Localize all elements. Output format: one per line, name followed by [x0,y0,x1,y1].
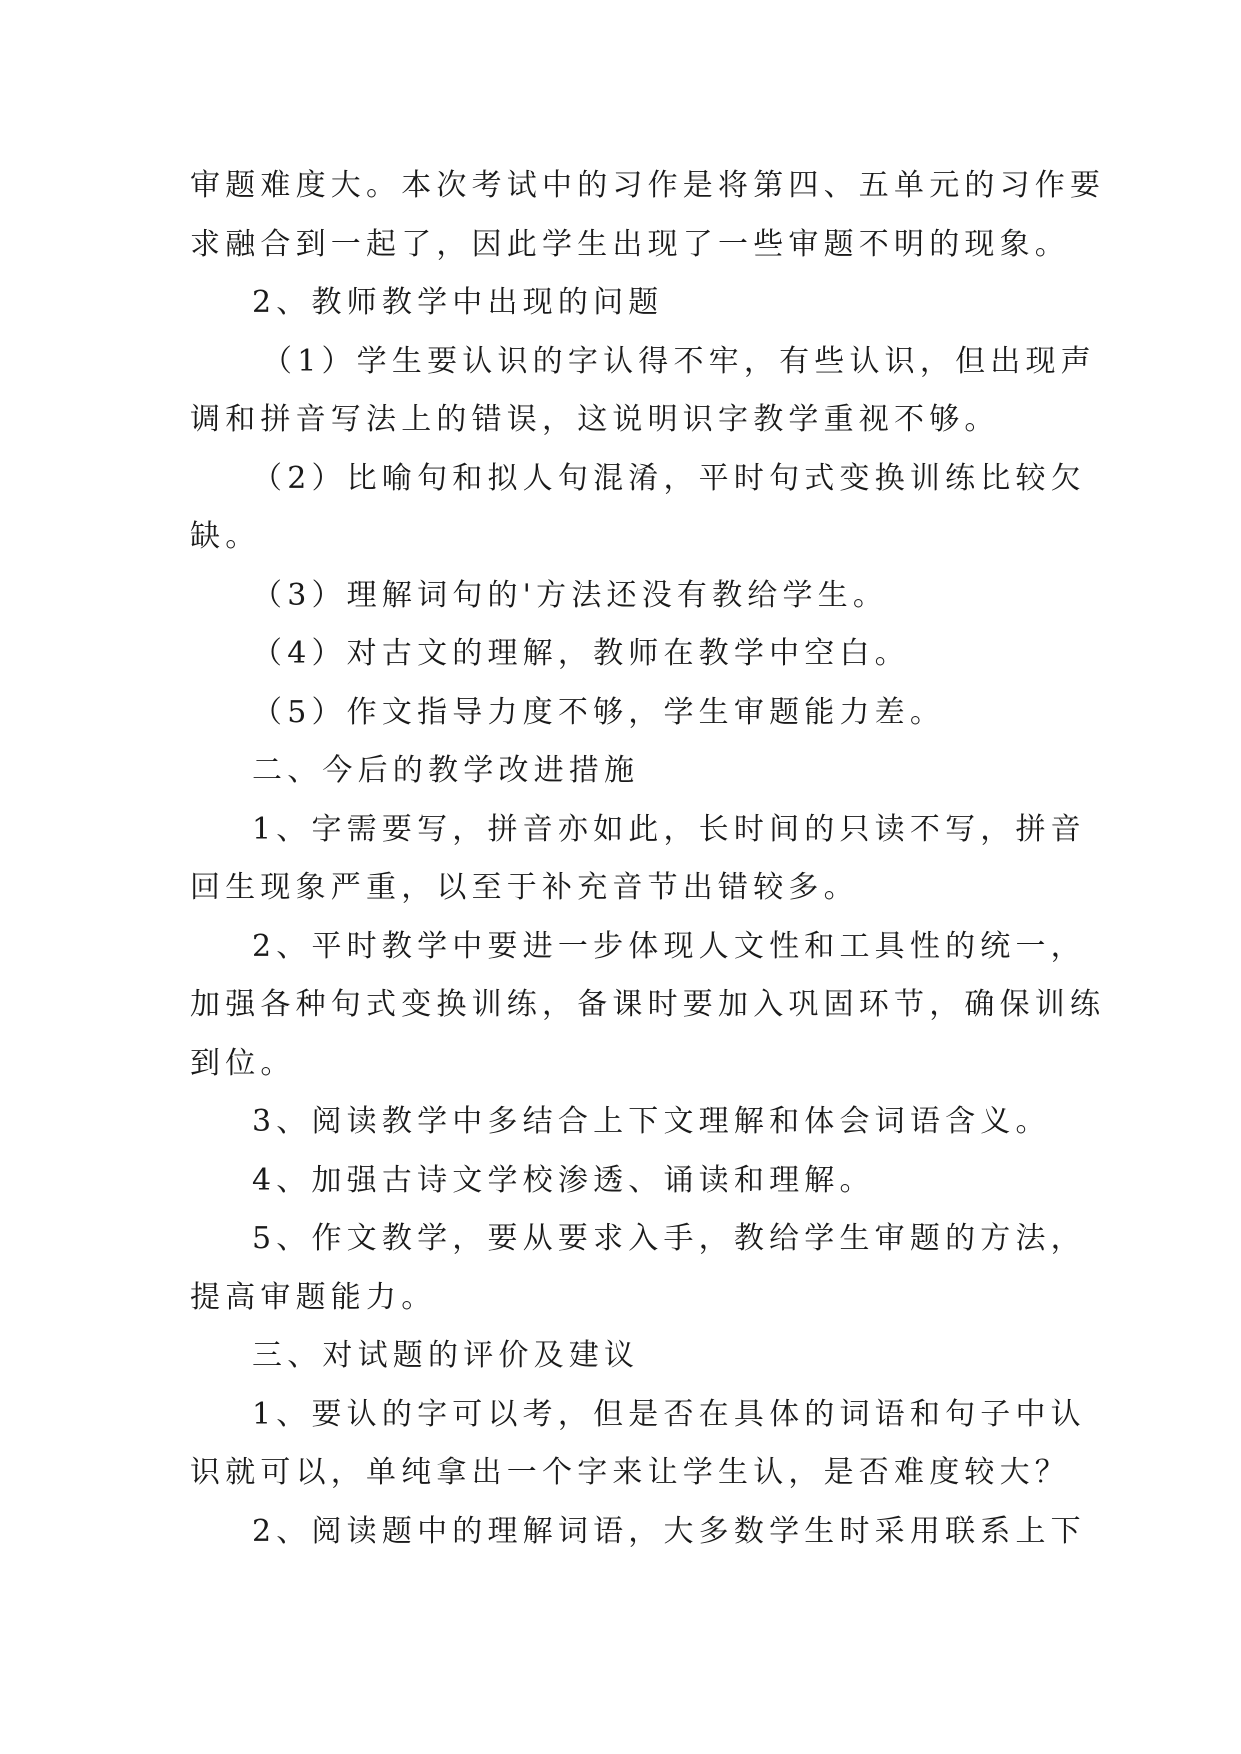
text-line: 1、字需要写，拼音亦如此，长时间的只读不写，拼音 [252,811,1086,847]
text-line: 回生现象严重，以至于补充音节出错较多。 [190,870,859,905]
text-line: 4、加强古诗文学校渗透、诵读和理解。 [252,1162,875,1198]
text-line: （1）学生要认识的字认得不牢，有些认识，但出现声 [262,343,1096,379]
text-line: 识就可以，单纯拿出一个字来让学生认，是否难度较大？ [190,1455,1070,1490]
text-line: 调和拼音写法上的错误，这说明识字教学重视不够。 [190,402,1000,437]
text-line: 求融合到一起了，因此学生出现了一些审题不明的现象。 [190,226,1070,262]
text-line: 到位。 [190,1045,296,1081]
section-heading: 三、对试题的评价及建议 [252,1338,640,1373]
section-heading: 二、今后的教学改进措施 [252,753,640,788]
text-line: （5）作文指导力度不够，学生审题能力差。 [252,694,946,730]
section-heading: 2、教师教学中出现的问题 [252,285,664,320]
text-line: 审题难度大。本次考试中的习作是将第四、五单元的习作要 [190,168,1106,203]
text-line: （3）理解词句的'方法还没有教给学生。 [252,577,889,613]
text-line: 缺。 [190,519,261,554]
text-line: （4）对古文的理解，教师在教学中空白。 [252,636,910,671]
text-line: 2、阅读题中的理解词语，大多数学生时采用联系上下 [252,1513,1086,1549]
text-line: （2）比喻句和拟人句混淆，平时句式变换训练比较欠 [252,460,1086,496]
text-line: 5、作文教学，要从要求入手，教给学生审题的方法， [252,1221,1086,1256]
text-line: 提高审题能力。 [190,1279,437,1315]
document-body [190,157,1106,1561]
text-line: 1、要认的字可以考，但是否在具体的词语和句子中认 [252,1396,1086,1432]
text-line: 加强各种句式变换训练，备课时要加入巩固环节，确保训练 [190,987,1106,1022]
text-line: 3、阅读教学中多结合上下文理解和体会词语含义。 [252,1104,1051,1139]
text-line: 2、平时教学中要进一步体现人文性和工具性的统一， [252,928,1086,964]
